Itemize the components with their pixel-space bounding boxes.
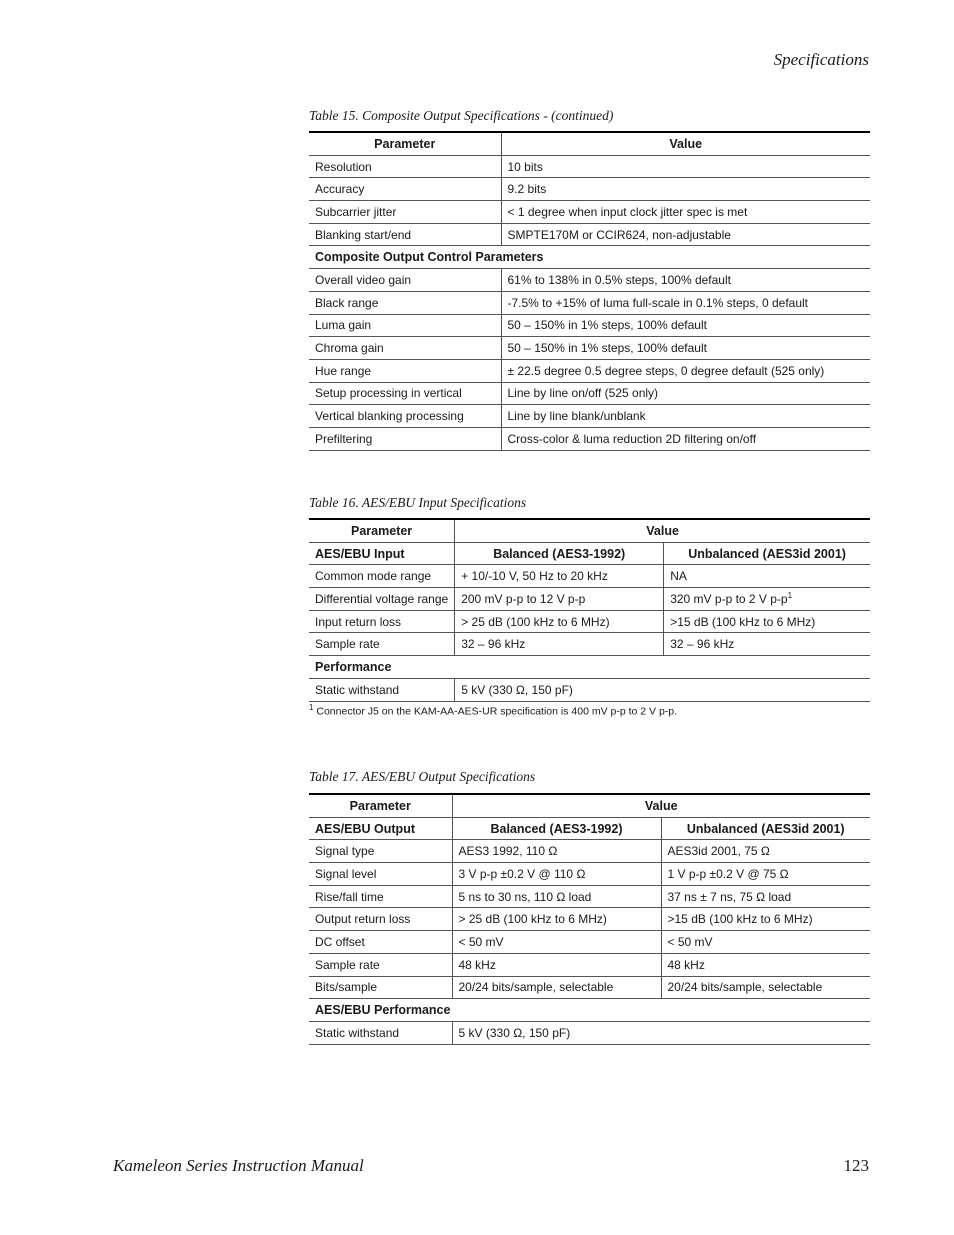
param-cell: Bits/sample (309, 976, 452, 999)
section-heading: Composite Output Control Parameters (309, 246, 870, 269)
table-row (309, 291, 870, 314)
table-row (309, 201, 870, 224)
table-row (309, 908, 870, 931)
footnote-mark: 1 (787, 591, 793, 601)
column-header-value: Value (501, 132, 870, 155)
param-cell: Static withstand (309, 1021, 452, 1044)
param-cell: Output return loss (309, 908, 452, 931)
table-row (309, 155, 870, 178)
param-cell: Vertical blanking processing (309, 405, 501, 428)
unbalanced-cell: 1 V p-p ±0.2 V @ 75 Ω (661, 863, 870, 886)
unbalanced-cell: AES3id 2001, 75 Ω (661, 840, 870, 863)
table-header-row (309, 519, 870, 542)
table-row (309, 633, 870, 656)
table-row (309, 885, 870, 908)
table-row (309, 178, 870, 201)
param-cell: Black range (309, 291, 501, 314)
param-cell: Static withstand (309, 678, 455, 701)
param-cell: Chroma gain (309, 337, 501, 360)
unbalanced-cell (664, 588, 870, 611)
value-cell: 61% to 138% in 0.5% steps, 100% default (501, 269, 870, 292)
table-row (309, 610, 870, 633)
column-header-parameter: Parameter (309, 794, 452, 817)
balanced-cell: 32 – 96 kHz (455, 633, 664, 656)
table-row (309, 588, 870, 611)
unbalanced-cell: NA (664, 565, 870, 588)
section-heading: Performance (309, 656, 870, 679)
balanced-cell: 48 kHz (452, 953, 661, 976)
unbalanced-cell: 32 – 96 kHz (664, 633, 870, 656)
table-row (309, 427, 870, 450)
subheader-unbalanced: Unbalanced (AES3id 2001) (661, 817, 870, 840)
column-header-parameter: Parameter (309, 519, 455, 542)
param-cell: Accuracy (309, 178, 501, 201)
param-cell: Signal level (309, 863, 452, 886)
table-row (309, 565, 870, 588)
value-cell: 50 – 150% in 1% steps, 100% default (501, 337, 870, 360)
param-cell: DC offset (309, 931, 452, 954)
balanced-cell: 200 mV p-p to 12 V p-p (455, 588, 664, 611)
table-row (309, 863, 870, 886)
table-row (309, 953, 870, 976)
subheader-label: AES/EBU Output (309, 817, 452, 840)
footer-manual-title: Kameleon Series Instruction Manual (113, 1156, 364, 1175)
footnote-text: Connector J5 on the KAM-AA-AES-UR specification is 400 mV p-p to 2 V p-p. (316, 705, 678, 718)
column-header-value: Value (452, 794, 870, 817)
param-cell: Input return loss (309, 610, 455, 633)
table-header-row (309, 794, 870, 817)
table-row (309, 359, 870, 382)
balanced-cell: AES3 1992, 110 Ω (452, 840, 661, 863)
value-cell: -7.5% to +15% of luma full-scale in 0.1% steps, 0 default (501, 291, 870, 314)
balanced-cell: > 25 dB (100 kHz to 6 MHz) (455, 610, 664, 633)
table-16 (309, 518, 870, 702)
param-cell: Rise/fall time (309, 885, 452, 908)
value-cell: 5 kV (330 Ω, 150 pF) (452, 1021, 870, 1044)
section-heading: AES/EBU Performance (309, 999, 870, 1022)
param-cell: Common mode range (309, 565, 455, 588)
param-cell: Hue range (309, 359, 501, 382)
value-cell: ± 22.5 degree 0.5 degree steps, 0 degree default (525 only) (501, 359, 870, 382)
value-cell: < 1 degree when input clock jitter spec is met (501, 201, 870, 224)
unbalanced-cell: 48 kHz (661, 953, 870, 976)
param-cell: Subcarrier jitter (309, 201, 501, 224)
balanced-cell: > 25 dB (100 kHz to 6 MHz) (452, 908, 661, 931)
param-cell: Sample rate (309, 953, 452, 976)
table-row (309, 840, 870, 863)
table-17 (309, 793, 870, 1045)
table-row (309, 314, 870, 337)
table-row (309, 931, 870, 954)
param-cell: Blanking start/end (309, 223, 501, 246)
table-row (309, 1021, 870, 1044)
value-cell: Line by line on/off (525 only) (501, 382, 870, 405)
table-row (309, 337, 870, 360)
balanced-cell: + 10/-10 V, 50 Hz to 20 kHz (455, 565, 664, 588)
value-cell: 10 bits (501, 155, 870, 178)
value-cell: 5 kV (330 Ω, 150 pF) (455, 678, 870, 701)
section-row (309, 246, 870, 269)
unbalanced-cell: >15 dB (100 kHz to 6 MHz) (661, 908, 870, 931)
table-row (309, 405, 870, 428)
column-header-parameter: Parameter (309, 132, 501, 155)
table-header-row (309, 132, 870, 155)
table-row (309, 269, 870, 292)
balanced-cell: 5 ns to 30 ns, 110 Ω load (452, 885, 661, 908)
unbalanced-cell: 37 ns ± 7 ns, 75 Ω load (661, 885, 870, 908)
page-number: 123 (843, 1156, 869, 1175)
param-cell: Resolution (309, 155, 501, 178)
footnote-mark: 1 (309, 703, 314, 712)
unbalanced-cell: 20/24 bits/sample, selectable (661, 976, 870, 999)
param-cell: Overall video gain (309, 269, 501, 292)
section-row (309, 999, 870, 1022)
param-cell: Luma gain (309, 314, 501, 337)
table-16-footnote (309, 703, 677, 718)
table-17-caption: Table 17. AES/EBU Output Specifications (309, 769, 536, 784)
subheader-row (309, 542, 870, 565)
table-row (309, 382, 870, 405)
param-cell: Sample rate (309, 633, 455, 656)
table-15-caption: Table 15. Composite Output Specifications - (continued) (309, 108, 614, 123)
unbalanced-value: 320 mV p-p to 2 V p-p (670, 592, 788, 607)
param-cell: Prefiltering (309, 427, 501, 450)
value-cell: Line by line blank/unblank (501, 405, 870, 428)
table-15 (309, 131, 870, 451)
value-cell: Cross-color & luma reduction 2D filtering on/off (501, 427, 870, 450)
subheader-balanced: Balanced (AES3-1992) (452, 817, 661, 840)
unbalanced-cell: >15 dB (100 kHz to 6 MHz) (664, 610, 870, 633)
param-cell: Differential voltage range (309, 588, 455, 611)
value-cell: 9.2 bits (501, 178, 870, 201)
column-header-value: Value (455, 519, 870, 542)
balanced-cell: 3 V p-p ±0.2 V @ 110 Ω (452, 863, 661, 886)
section-row (309, 656, 870, 679)
subheader-unbalanced: Unbalanced (AES3id 2001) (664, 542, 870, 565)
table-16-caption: Table 16. AES/EBU Input Specifications (309, 495, 527, 510)
subheader-row (309, 817, 870, 840)
param-cell: Setup processing in vertical (309, 382, 501, 405)
table-row (309, 976, 870, 999)
param-cell: Signal type (309, 840, 452, 863)
page-header-title: Specifications (773, 50, 869, 69)
table-row (309, 678, 870, 701)
value-cell: SMPTE170M or CCIR624, non-adjustable (501, 223, 870, 246)
value-cell: 50 – 150% in 1% steps, 100% default (501, 314, 870, 337)
balanced-cell: < 50 mV (452, 931, 661, 954)
balanced-cell: 20/24 bits/sample, selectable (452, 976, 661, 999)
table-row (309, 223, 870, 246)
subheader-label: AES/EBU Input (309, 542, 455, 565)
subheader-balanced: Balanced (AES3-1992) (455, 542, 664, 565)
unbalanced-cell: < 50 mV (661, 931, 870, 954)
